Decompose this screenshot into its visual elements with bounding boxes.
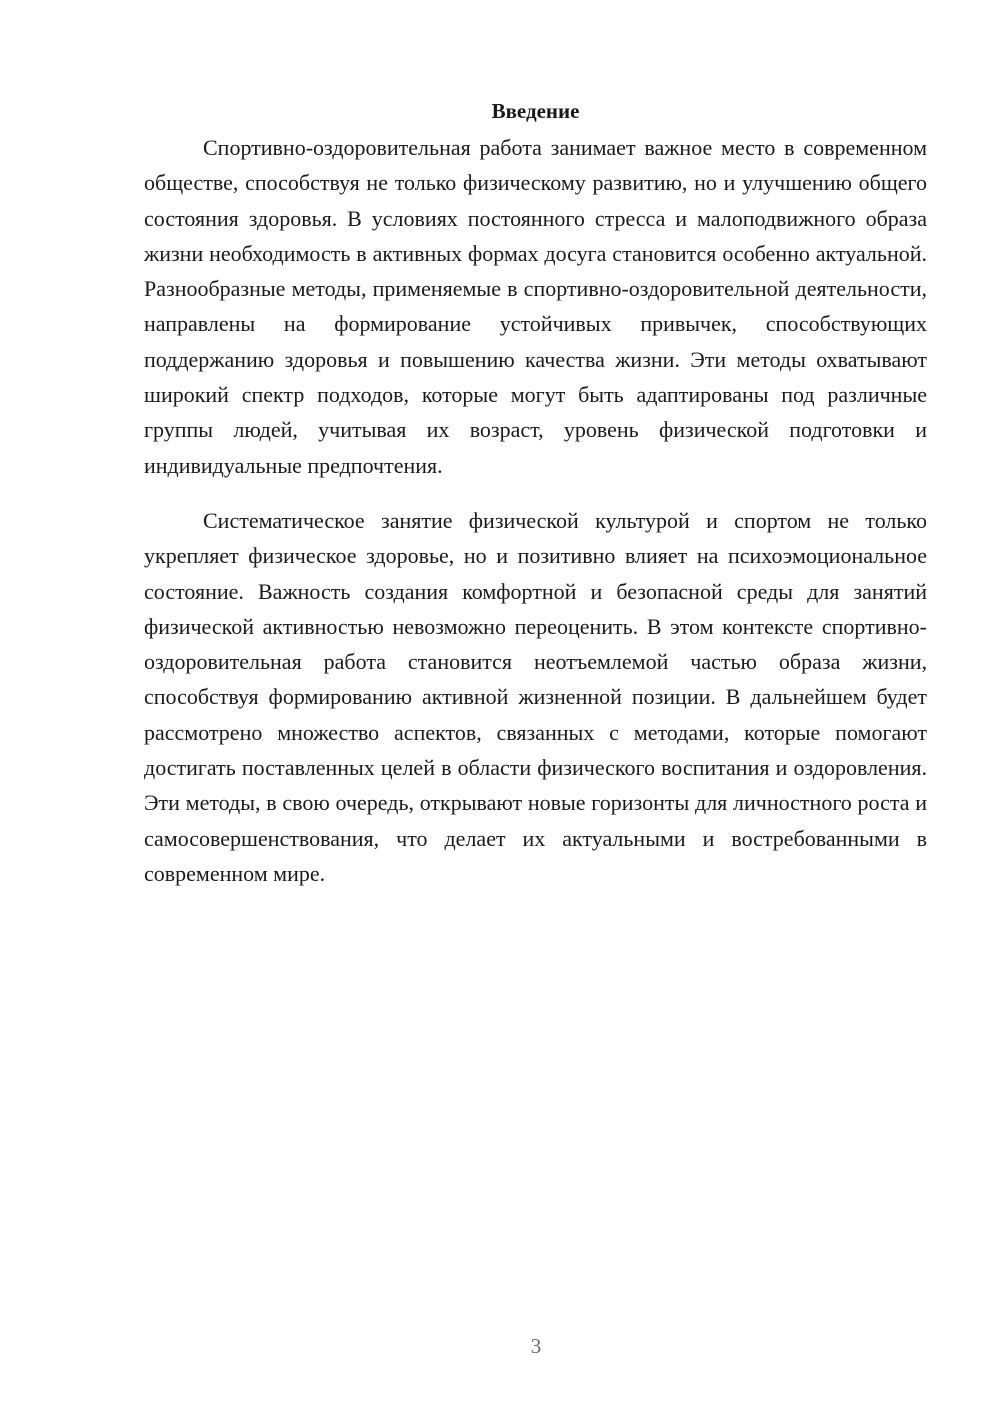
page-body [144, 96, 927, 891]
paragraph-1: Спортивно-оздоровительная работа занимает важное место в современном обществе, способствуя не только физическому развитию, но и улучшению общего состояния здоровья. В условиях постоянного стресса и малоподвижного образа жизни необходимость в активных формах досуга становится особенно актуальной. Разнообразные методы, применяемые в спортивно-оздоровительной деятельности, направлены на формирование устойчивых привычек, способствующих поддержанию здоровья и повышению качества жизни. Эти методы охватывают широкий спектр подходов, которые могут быть адаптированы под различные группы людей, учитывая их возраст, уровень физической подготовки и индивидуальные предпочтения. [144, 135, 927, 478]
paragraph-2: Систематическое занятие физической культурой и спортом не только укрепляет физическое здоровье, но и позитивно влияет на психоэмоциональное состояние. Важность создания комфортной и безопасной среды для занятий физической активностью невозможно переоценить. В этом контексте спортивно-оздоровительная работа становится неотъемлемой частью образа жизни, способствуя формированию активной жизненной позиции. В дальнейшем будет рассмотрено множество аспектов, связанных с методами, которые помогают достигать поставленных целей в области физического воспитания и оздоровления. Эти методы, в свою очередь, открывают новые горизонты для личностного роста и самосовершенствования, что делает их актуальными и востребованными в современном мире. [144, 507, 927, 886]
page-number: 3 [530, 1334, 542, 1358]
section-title: Введение [491, 99, 580, 123]
